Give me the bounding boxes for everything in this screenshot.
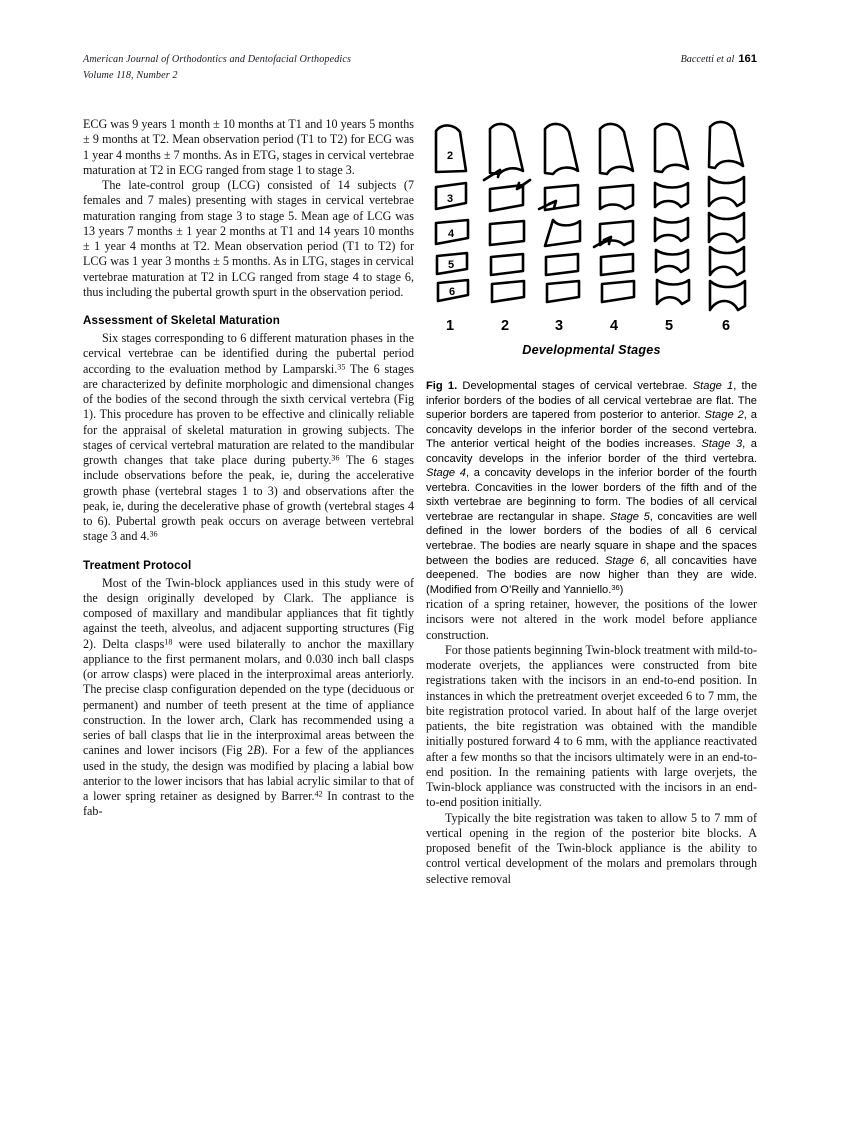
caption-reference-marker: 36 (611, 582, 620, 592)
text-run: Most of the Twin-block appliances used in this study were of the design originally developed by Clark. The appliance is composed of maxillary and mandibular appliances that fit tightly against the teeth, alveolus, and adjacent supporting structures (Fig 2). Delta clasps (83, 575, 414, 651)
caption-stage-emphasis: Stage 2 (704, 409, 744, 422)
stage-number-1: 1 (445, 318, 455, 334)
vertebra-c2-stage1 (436, 125, 466, 172)
vertebra-c5-col-c4 (655, 218, 688, 241)
figure-subpanel-ref: B (253, 743, 261, 758)
author-names: Baccetti et al (680, 54, 735, 65)
vertebra-label-5: 5 (447, 259, 455, 271)
vertebra-c6-stage2 (492, 281, 524, 302)
text-run: The 6 stages are characterized by definite morphologic and dimensional changes of the bodies of the second through the sixth cervical vertebra (Fig 1). This procedure has proven to be effective and clinically reliable for the appraisal of skeletal maturation in growing subjects. The stages of cervical vertebral maturation are related to the mandibular growth changes that take place during puberty. (83, 361, 415, 467)
stage-5-vertebrae (655, 124, 689, 304)
paragraph-twin-block-design (83, 576, 414, 820)
vertebra-c6-col-c6 (710, 281, 745, 310)
vertebra-label-3: 3 (446, 193, 454, 205)
right-column (426, 117, 757, 887)
reference-marker-36b: 36 (149, 529, 158, 539)
text-run: The 6 stages include observations before the peak, ie, during the accelerative growth phase (vertebral stages 1 to 3) and observations after the peak, ie, during the decelerative phase of growth (vertebral stages 4 to 6). Pubertal growth peak occurs on average between vertebral stage 3 and 4. (83, 453, 414, 544)
figure-1-artwork (426, 117, 757, 317)
stage-number-2: 2 (500, 318, 510, 334)
stage-4-vertebrae (594, 124, 634, 302)
vertebra-c6-col-c5 (710, 247, 744, 275)
vertebra-c3-col-c4 (545, 220, 580, 246)
caption-stage-emphasis: Stage 4 (426, 467, 467, 480)
heading-treatment-protocol: Treatment Protocol (83, 558, 192, 572)
vertebra-c5-col-c3 (655, 183, 688, 207)
reference-marker-36a: 36 (331, 453, 340, 463)
vertebra-c5-col-c6 (657, 280, 689, 304)
caption-text-run: , a concavity develops in the inferior border of the fourth vertebra. Concavities in the lower borders of the fifth and of the sixth vertebrae are beginning to form. The bodies of all cervical vertebrae are rectangular in shape. (426, 467, 757, 523)
vertebra-c2-stage2 (490, 124, 523, 174)
paragraph-ecg: ECG was 9 years 1 month ± 10 months at T1 and 10 years 5 months ± 9 months at T2. Mean observation period (T1 to T2) for ECG was 1 year 4 months ± 7 months. As in ETG, stages in cervical vertebrae maturation at T2 in ECG ranged from stage 1 to stage 3. (83, 117, 414, 177)
vertebra-c5-col-c2 (655, 124, 688, 172)
stage-number-6: 6 (721, 318, 731, 334)
caption-stage-emphasis: Stage 3 (701, 438, 743, 451)
vertebra-c4-stage2 (490, 221, 524, 245)
stage-6-vertebrae (709, 122, 745, 310)
vertebra-label-4: 4 (447, 228, 455, 240)
paragraph-bite-registration: For those patients beginning Twin-block treatment with mild-to-moderate overjets, the appliances were constructed from bite registrations taken with the incisors in an end-to-end position. In instances in which the pretreatment overjet exceeded 6 to 7 mm, the bite registration protocol varied. In about half of the large overjet patients, the bite registration was obtained with the mandible initially postured forward 4 to 6 mm, with the appliance reactivated after a few months so that the incisors ultimately were in an end-to-end position. In the remaining patients with large overjets, the Twin-block appliance was constructed with the incisors in an end-to-end position initially. (426, 642, 757, 810)
vertebra-c6-col-c4 (709, 213, 744, 242)
caption-text-run: , a concavity develops in the inferior border of the second vertebra. The anterior vertical height of the bodies increases. (426, 409, 758, 451)
stage-number-4: 4 (609, 318, 619, 334)
vertebra-c3-col-c6 (547, 281, 579, 302)
reference-marker-18: 18 (164, 637, 173, 647)
vertebra-c3-col-c2 (545, 124, 578, 174)
vertebra-c4-col-c6 (602, 281, 634, 302)
running-head (83, 52, 757, 86)
stage-number-5: 5 (664, 318, 674, 334)
text-run: were used bilaterally to anchor the maxillary appliance to the first permanent molars, and 0.030 inch ball clasps (or arrow clasps) were placed in the interproximal areas anteriorly. The precise clasp configuration depended on the type (deciduous or permanent) and number of teeth present at the time of appliance construction. In the lower arch, Clark has recommended using a series of ball clasps that lie in the interproximal areas between the canines and lower incisors (Fig 2 (83, 636, 414, 758)
reference-marker-42: 42 (314, 789, 323, 799)
journal-title-line1: American Journal of Orthodontics and Dentofacial Orthopedics (83, 54, 352, 65)
reference-marker-35: 35 (337, 362, 346, 372)
caption-text-run: , all concavities have deepened. The bodies are now higher than they are wide. (Modified from O’Reilly and Yanniello. (426, 554, 757, 596)
vertebra-c4-col-c5 (601, 254, 633, 275)
figure-axis-title: Developmental Stages (522, 343, 661, 357)
vertebra-c3-col-c3 (545, 185, 578, 210)
caption-text-run: ) (619, 583, 624, 596)
vertebra-c5-stage2 (491, 254, 523, 275)
vertebra-c6-col-c2 (709, 122, 743, 168)
paragraph-vertical-opening: Typically the bite registration was taken to allow 5 to 7 mm of vertical opening in the region of the posterior bite blocks. A proposed benefit of the Twin-block appliance is the ability to control vertical development of the molars and premolars through selective removal (426, 810, 757, 886)
paragraph-spring-retainer: rication of a spring retainer, however, the positions of the lower incisors were not altered in the work model before appliance construction. (426, 597, 757, 642)
stage-3-vertebrae (539, 124, 580, 302)
journal-title (83, 52, 351, 83)
left-column (83, 117, 414, 820)
caption-stage-emphasis: Stage 1 (692, 380, 734, 392)
paragraph-six-stages (83, 331, 414, 545)
caption-text-run: , concavities are well defined in the lower borders of the bodies of all 6 cervical vertebrae. The bodies are nearly square in shape and the spaces between the bodies are reduced. (426, 510, 757, 567)
stage-number-axis (426, 318, 757, 339)
caption-text-run: , the inferior borders of the bodies of all cervical vertebrae are flat. The superior borders are tapered from posterior to anterior. (426, 380, 758, 422)
running-head-right (681, 52, 757, 68)
vertebra-c6-col-c3 (709, 177, 744, 206)
figure-number-label: Fig 1. (426, 380, 458, 392)
figure-1-caption (426, 379, 757, 597)
figure-1 (426, 117, 757, 597)
text-run: In contrast to the fab- (83, 789, 415, 819)
caption-stage-emphasis: Stage 6 (604, 554, 647, 567)
caption-stage-emphasis: Stage 5 (609, 510, 650, 523)
paragraph-lcg: The late-control group (LCG) consisted of 14 subjects (7 females and 7 males) presenting with stages in cervical vertebrae maturation ranging from stage 3 to stage 5. Mean age of LCG was 13 years 7 months ± 1 year 2 months at T1 and 14 years 10 months ± 1 year 4 months at T2. Mean observation period (T1 to T2) for LCG was 1 year 3 months ± 5 months. As in LTG, stages in cervical vertebrae maturation at T2 in LCG ranged from stage 4 to stage 6, thus including the pubertal growth spurt in the observation period. (83, 178, 414, 299)
stage-2-vertebrae (484, 124, 530, 302)
text-run: ). For a few of the appliances used in the study, the design was modified by placing a labial bow anterior to the lower incisors that has labial acrylic similar to that of a lower spring retainer as designed by Barrer. (83, 743, 414, 803)
vertebra-label-6: 6 (448, 286, 456, 298)
heading-assessment-of-skeletal-maturation: Assessment of Skeletal Maturation (83, 314, 280, 327)
vertebra-c4-col-c3 (600, 185, 633, 209)
caption-text-run: Developmental stages of cervical vertebrae. (457, 380, 693, 392)
vertebra-label-2: 2 (446, 150, 454, 162)
vertebra-c3-col-c5 (546, 254, 578, 275)
stage-number-3: 3 (554, 318, 564, 334)
page-number: 161 (738, 53, 757, 65)
vertebra-c5-col-c5 (656, 250, 688, 272)
caption-text-run: , a concavity develops in the inferior border of the third vertebra. (426, 438, 758, 465)
journal-volume-line: Volume 118, Number 2 (83, 69, 178, 81)
text-run: Six stages corresponding to 6 different maturation phases in the cervical vertebrae can be identified during the pubertal period according to the evaluation method by Lamparski. (83, 331, 414, 376)
cervical-vertebrae-diagram (426, 117, 757, 317)
vertebra-c4-col-c2 (600, 124, 633, 174)
